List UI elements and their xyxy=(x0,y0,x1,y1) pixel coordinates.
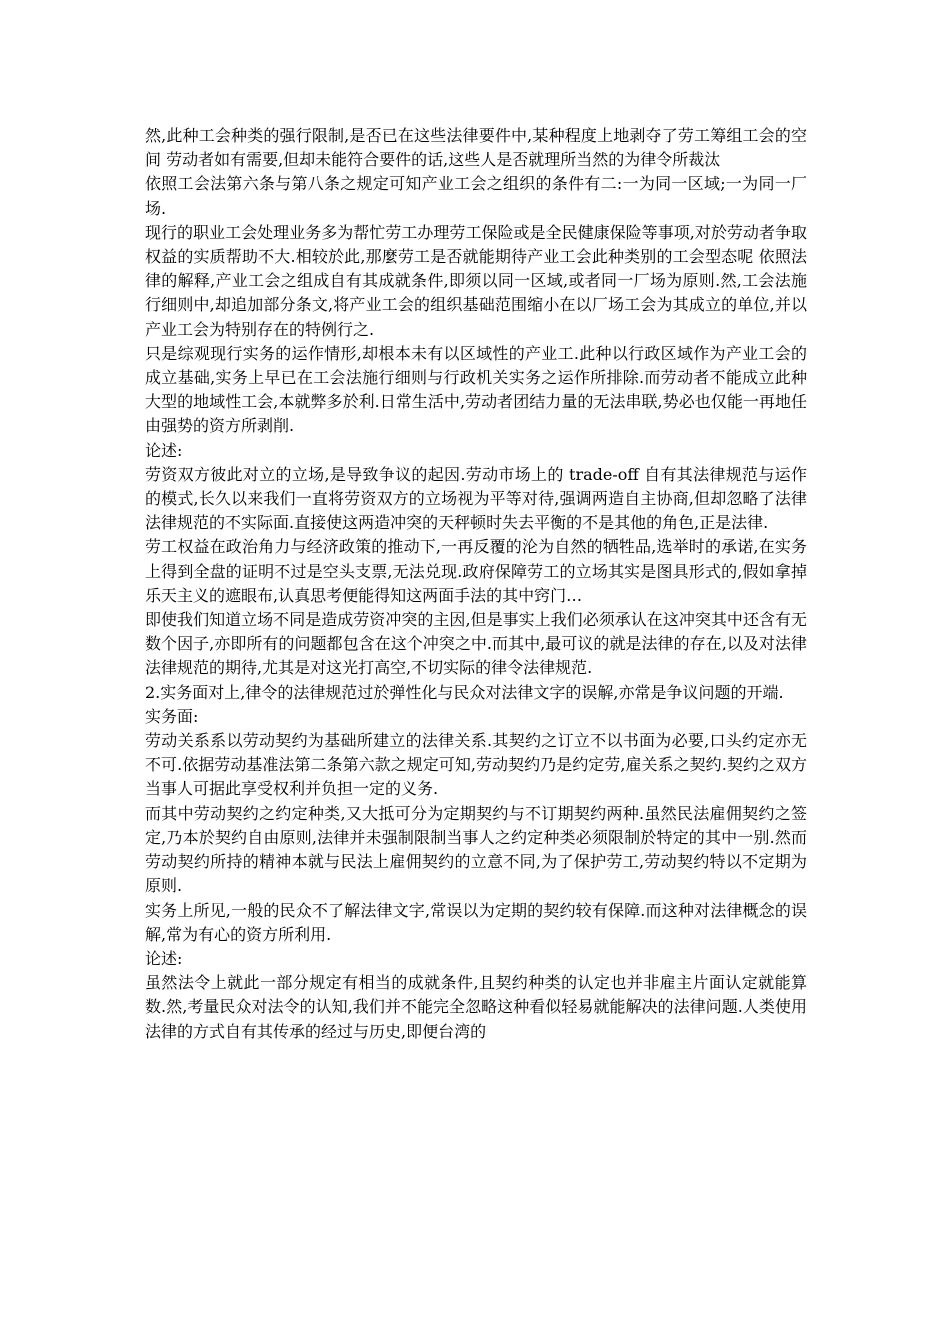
paragraph: 只是综观现行实务的运作情形,却根本未有以区域性的产业工.此种以行政区域作为产业工会的成立基础,实务上早已在工会法施行细则与行政机关实务之运作所排除.而劳动者不能成立此种大型的地域性工会,本就弊多於利.日常生活中,劳动者团结力量的无法串联,势必也仅能一再地任由强势的资方所剥削. xyxy=(145,343,807,436)
numbered-paragraph: 2.实务面对上,律令的法律规范过於弹性化与民众对法律文字的误解,亦常是争议问题的开端. xyxy=(145,682,784,702)
paragraph: 依照工会法第六条与第八条之规定可知产业工会之组织的条件有二:一为同一区域;一为同一厂场. xyxy=(145,174,807,218)
section-heading: 论述: xyxy=(145,440,183,460)
paragraph: 实务上所见,一般的民众不了解法律文字,常误以为定期的契约较有保障.而这种对法律概念的误解,常为有心的资方所利用. xyxy=(145,900,807,944)
paragraph: 劳资双方彼此对立的立场,是导致争议的起因.劳动市场上的 trade-off 自有其法律规范与运作的模式,长久以来我们一直将劳资双方的立场视为平等对待,强调两造自主协商,但却忽略了法律法律规范的不实际面.直接使这两造冲突的天秤顿时失去平衡的不是其他的角色,正是法律. xyxy=(145,464,807,533)
paragraph: 虽然法令上就此一部分规定有相当的成就条件,且契约种类的认定也并非雇主片面认定就能算数.然,考量民众对法令的认知,我们并不能完全忽略这种看似轻易就能解决的法律问题.人类使用法律的方式自有其传承的经过与历史,即便台湾的 xyxy=(145,973,807,1041)
document-body xyxy=(145,124,807,1044)
section-heading: 实务面: xyxy=(145,706,199,726)
paragraph: 即使我们知道立场不同是造成劳资冲突的主因,但是事实上我们必须承认在这冲突其中还含有无数个因子,亦即所有的问题都包含在这个冲突之中.而其中,最可议的就是法律的存在,以及对法律法律规范的期待,尤其是对这光打高空,不切实际的律令法律规范. xyxy=(145,610,807,678)
paragraph: 劳工权益在政治角力与经济政策的推动下,一再反覆的沦为自然的牺牲品,选举时的承诺,在实务上得到全盘的证明不过是空头支票,无法兑现.政府保障劳工的立场其实是图具形式的,假如拿掉乐天主义的遮眼布,认真思考便能得知这两面手法的其中窍门… xyxy=(145,537,807,605)
paragraph: 然,此种工会种类的强行限制,是否已在这些法律要件中,某种程度上地剥夺了劳工筹组工会的空间 劳动者如有需要,但却未能符合要件的话,这些人是否就理所当然的为律令所裁汰 xyxy=(145,126,807,170)
paragraph: 现行的职业工会处理业务多为帮忙劳工办理劳工保险或是全民健康保险等事项,对於劳动者争取权益的实质帮助不大.相较於此,那麼劳工是否就能期待产业工会此种类别的工会型态呢 依照法律的解释,产业工会之组成自有其成就条件,即须以同一区域,或者同一厂场为原则.然,工会法施行细则中,却追加部分条文,将产业工会的组织基础范围缩小在以厂场工会为其成立的单位,并以产业工会为特别存在的特例行之. xyxy=(145,222,807,339)
paragraph: 而其中劳动契约之约定种类,又大抵可分为定期契约与不订期契约两种.虽然民法雇佣契约之签定,乃本於契约自由原则,法律并未强制限制当事人之约定种类必须限制於特定的其中一别.然而劳动契约所持的精神本就与民法上雇佣契约的立意不同,为了保护劳工,劳动契约特以不定期为原则. xyxy=(145,803,807,896)
section-heading: 论述: xyxy=(145,948,183,968)
paragraph: 劳动关系系以劳动契约为基础所建立的法律关系.其契约之订立不以书面为必要,口头约定亦无不可.依据劳动基准法第二条第六款之规定可知,劳动契约乃是约定劳,雇关系之契约.契约之双方当事人可据此享受权利并负担一定的义务. xyxy=(145,731,807,799)
